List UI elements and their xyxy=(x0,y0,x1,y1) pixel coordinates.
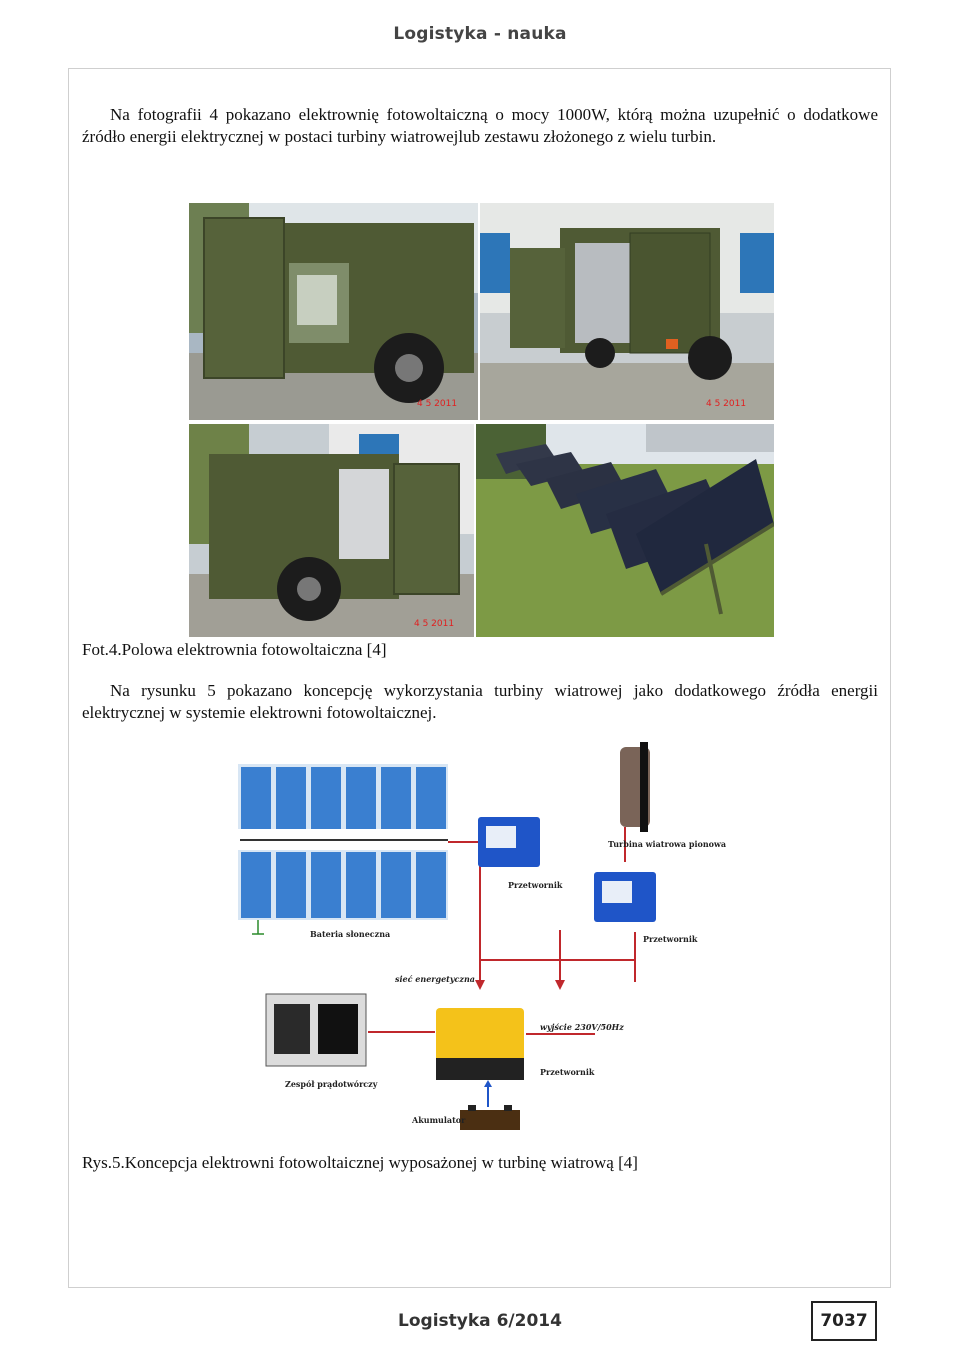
generator xyxy=(266,994,366,1066)
label-inverter-3: Przetwornik xyxy=(540,1067,595,1077)
inverter-1 xyxy=(478,817,540,867)
photo-trailer-side xyxy=(189,203,478,420)
label-turbine: Turbina wiatrowa pionowa xyxy=(608,839,727,849)
photo-date-stamp: 4 5 2011 xyxy=(706,399,747,409)
photo-date-stamp: 4 5 2011 xyxy=(417,399,458,409)
wind-turbine xyxy=(620,742,650,832)
inverter-3 xyxy=(436,1008,524,1080)
photo-trailer-battery xyxy=(189,424,474,637)
footer-journal: Logistyka 6/2014 xyxy=(398,1311,562,1331)
photo-date-stamp: 4 5 2011 xyxy=(414,619,455,629)
page-number: 7037 xyxy=(811,1301,877,1341)
solar-array xyxy=(238,764,448,934)
label-inverter-1: Przetwornik xyxy=(508,880,563,890)
caption-figure-5: Rys.5.Koncepcja elektrowni fotowoltaicznej wyposażonej w turbinę wiatrową [4] xyxy=(82,1153,638,1172)
concept-diagram xyxy=(230,742,730,1142)
photo-trailer-rear xyxy=(480,203,774,420)
paragraph-intro: Na fotografii 4 pokazano elektrownię fotowoltaiczną o mocy 1000W, którą można uzupełnić o dodatkowe źródło energii elektrycznej w postaci turbiny wiatrowejlub zestawu złożonego z wielu turbin. xyxy=(82,105,878,146)
running-header: Logistyka - nauka xyxy=(393,24,567,44)
photo-solar-panels xyxy=(476,424,774,637)
label-inverter-2: Przetwornik xyxy=(643,934,698,944)
label-grid: sieć energetyczna xyxy=(395,974,475,984)
label-generator: Zespół prądotwórczy xyxy=(285,1079,378,1089)
inverter-2 xyxy=(594,872,656,922)
paragraph-concept: Na rysunku 5 pokazano koncepcję wykorzystania turbiny wiatrowej jako dodatkowego źródła energii elektrycznej w systemie elektrowni fotowoltaicznej. xyxy=(82,681,878,722)
label-output: wyjście 230V/50Hz xyxy=(540,1022,624,1032)
label-battery: Akumulator xyxy=(412,1115,466,1125)
caption-photo-4: Fot.4.Polowa elektrownia fotowoltaiczna [4] xyxy=(82,640,387,659)
label-solar-array: Bateria słoneczna xyxy=(310,929,391,939)
battery xyxy=(460,1105,520,1130)
